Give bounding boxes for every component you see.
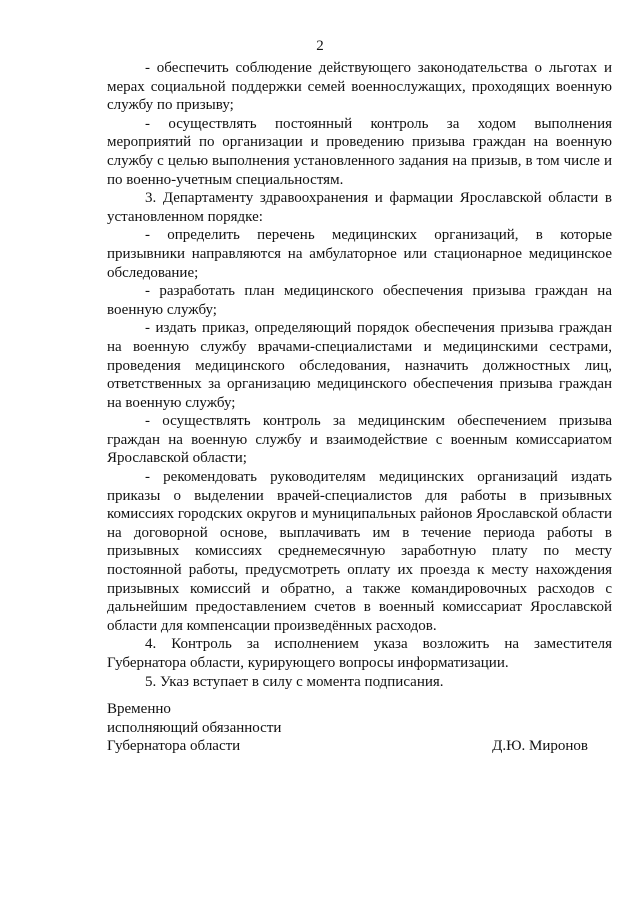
paragraph-recommend-heads: - рекомендовать руководителям медицинских организаций издать приказы о выделении врачей-специалистов для работы в призывных комиссиях городских округов и муниципальных районов Ярославской области на договорной основе, выплачивать им в течение периода работы в призывных комиссиях среднемесячную заработную плату по месту постоянной работы, предусмотреть оплату их проезда к месту нахождения призывных комиссий и обратно, а также командировочных расходов с дальнейшим предоставлением счетов в военный комиссариат Ярославской области для компенсации произведённых расходов. — [107, 469, 612, 634]
paragraph-medical-control: - осуществлять контроль за медицинским обеспечением призыва граждан на военную службу и взаимодействие с военным комиссариатом Ярославской области; — [107, 413, 612, 467]
paragraph-item-3-health-department: 3. Департаменту здравоохранения и фармации Ярославской области в установленном порядке: — [107, 190, 612, 225]
paragraph-issue-order: - издать приказ, определяющий порядок обеспечения призыва граждан на военную службу врачами-специалистами и медицинскими сестрами, проведения медицинского обследования, назначить должностных лиц, ответственных за организацию медицинского обеспечения призыва граждан на военную службу; — [107, 320, 612, 411]
paragraph-social-support: - обеспечить соблюдение действующего законодательства о льготах и мерах социальной поддержки семей военнослужащих, проходящих военную службу по призыву; — [107, 60, 612, 114]
decree-body — [107, 59, 612, 691]
signature-title-line-2: исполняющий обязанности — [107, 719, 282, 736]
paragraph-medical-organizations-list: - определить перечень медицинских организаций, в которые призывники направляются на амбулаторное или стационарное медицинское обследование; — [107, 227, 612, 281]
page-number: 2 — [316, 38, 324, 54]
paragraph-medical-support-plan: - разработать план медицинского обеспечения призыва граждан на военную службу; — [107, 283, 612, 318]
signatory-name: Д.Ю. Миронов — [492, 738, 588, 755]
paragraph-item-5-effective: 5. Указ вступает в силу с момента подписания. — [145, 673, 444, 690]
signature-title-line-1: Временно — [107, 701, 171, 717]
paragraph-control-conscription: - осуществлять постоянный контроль за ходом выполнения мероприятий по организации и проведению призыва граждан на военную службу с целью выполнения установленного задания на призыв, в том числе и по военно-учетным специальностям. — [107, 115, 612, 188]
paragraph-item-4-control: 4. Контроль за исполнением указа возложить на заместителя Губернатора области, курирующего вопросы информатизации. — [107, 636, 612, 671]
signature-title-line-3: Губернатора области — [107, 738, 241, 755]
signature-block — [107, 700, 612, 756]
